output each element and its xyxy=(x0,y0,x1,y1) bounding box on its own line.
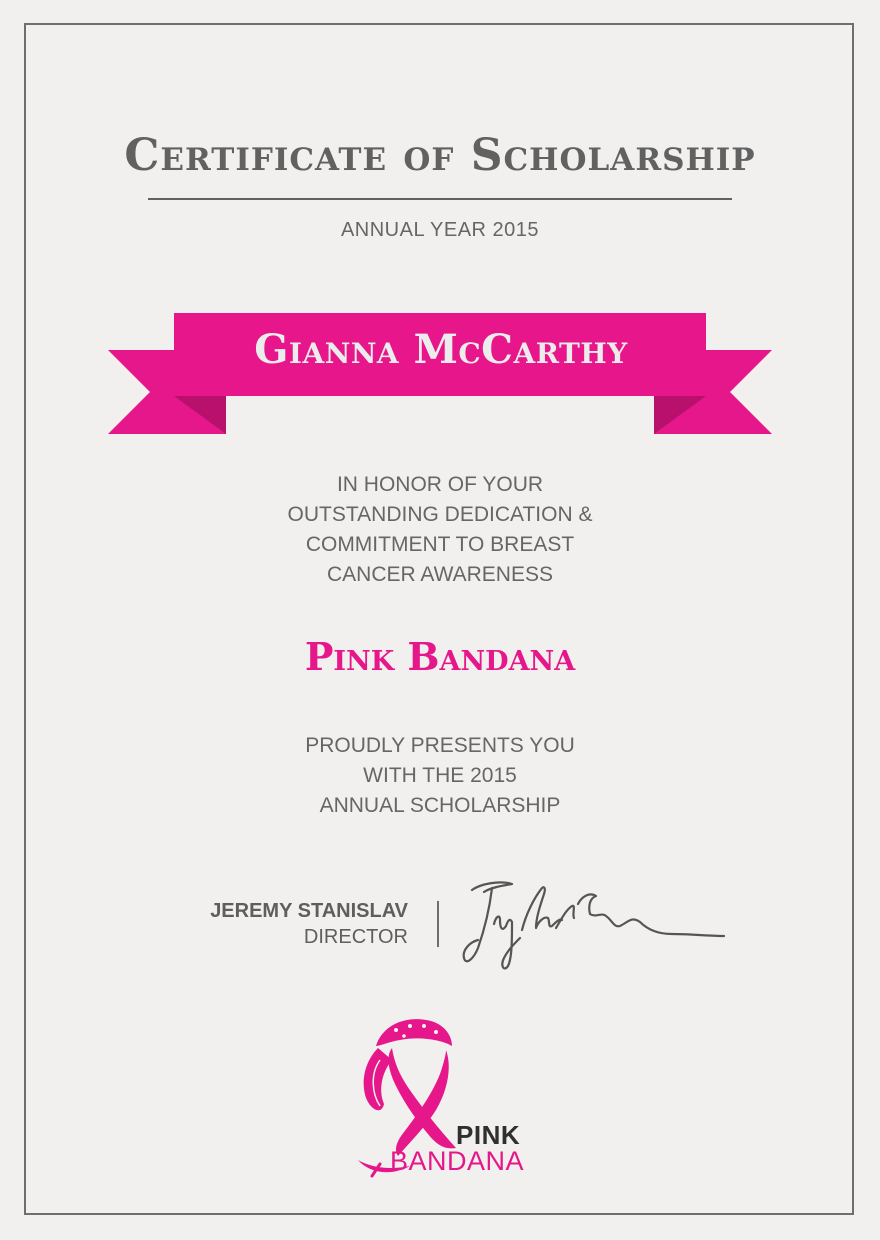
certificate-title: Certificate of Scholarship xyxy=(124,130,756,181)
honor-line: OUTSTANDING DEDICATION & xyxy=(287,503,593,526)
certificate-year: ANNUAL YEAR 2015 xyxy=(340,219,540,241)
organization-name: Pink Bandana xyxy=(304,634,576,679)
presents-line: ANNUAL SCHOLARSHIP xyxy=(319,794,561,817)
presents-line: PROUDLY PRESENTS YOU xyxy=(305,734,575,757)
honor-line: IN HONOR OF YOUR xyxy=(336,473,544,496)
logo-text-pink: PINK xyxy=(456,1120,521,1150)
presents-line: WITH THE 2015 xyxy=(363,764,517,787)
signer-title: DIRECTOR xyxy=(303,926,408,948)
honor-line: COMMITMENT TO BREAST xyxy=(305,533,575,556)
signer-name: JEREMY STANISLAV xyxy=(210,900,408,922)
honor-line: CANCER AWARENESS xyxy=(327,563,553,586)
recipient-name: Gianna McCarthy xyxy=(254,326,628,373)
logo-text-bandana: BANDANA xyxy=(390,1146,525,1176)
